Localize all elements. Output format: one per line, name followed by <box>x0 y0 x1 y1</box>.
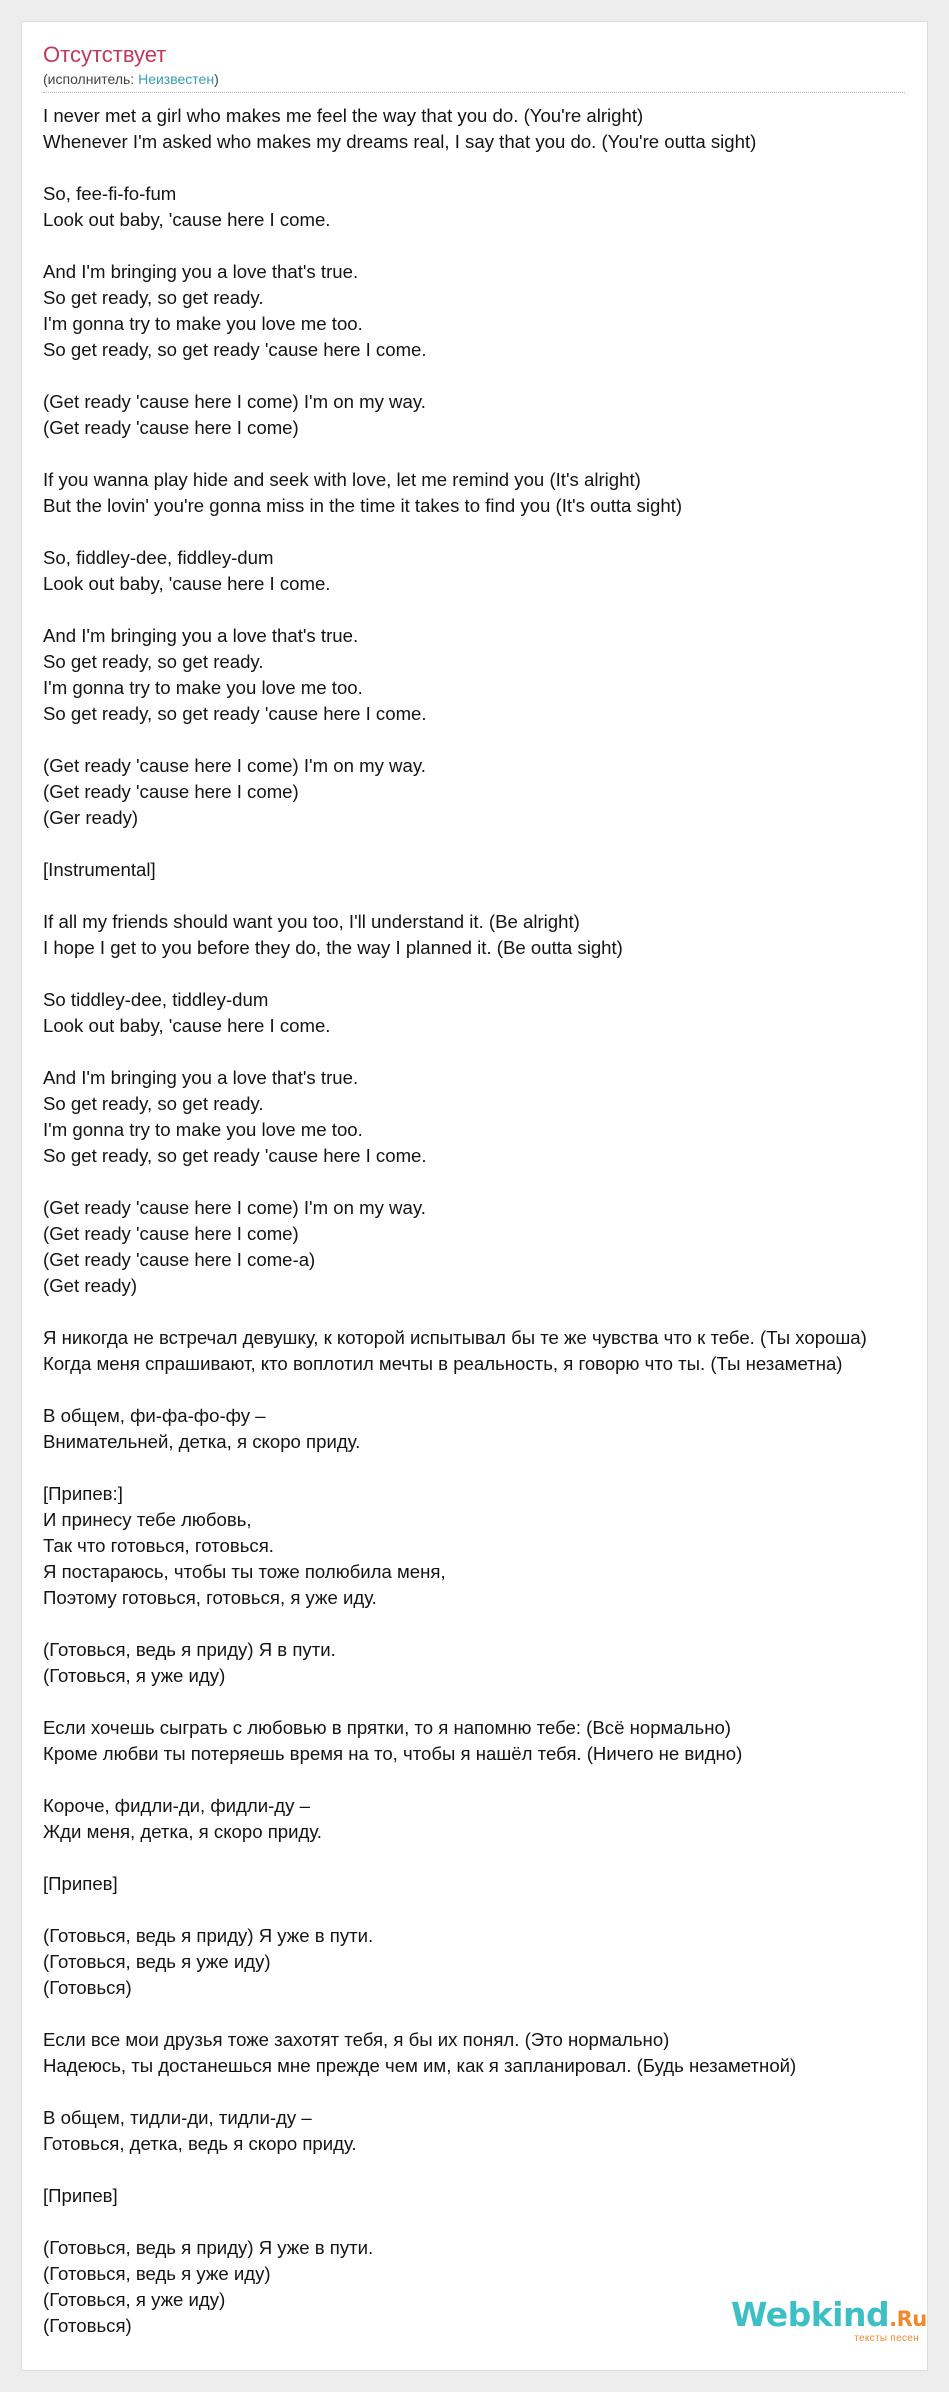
lyric-line: Надеюсь, ты достанешься мне прежде чем им, как я запланировал. (Будь незаметной) <box>43 2055 797 2076</box>
lyric-blank-line <box>43 1689 923 1715</box>
logo-main-text: Webkind <box>731 2295 890 2334</box>
lyric-line: So tiddley-dee, tiddley-dum <box>43 989 269 1010</box>
lyric-blank-line <box>43 597 923 623</box>
lyric-blank-line <box>43 727 923 753</box>
lyric-line: And I'm bringing you a love that's true. <box>43 261 359 282</box>
lyric-line: Кроме любви ты потеряешь время на то, чтобы я нашёл тебя. (Ничего не видно) <box>43 1743 743 1764</box>
lyric-line: (Get ready 'cause here I come-a) <box>43 1249 316 1270</box>
lyric-line: If all my friends should want you too, I'll understand it. (Be alright) <box>43 911 580 932</box>
lyric-line: Готовься, детка, ведь я скоро приду. <box>43 2133 357 2154</box>
lyric-blank-line <box>43 831 923 857</box>
lyric-line: [Припев:] <box>43 1483 123 1504</box>
lyric-line: Если все мои друзья тоже захотят тебя, я бы их понял. (Это нормально) <box>43 2029 670 2050</box>
lyric-blank-line <box>43 1845 923 1871</box>
lyric-line: Я постараюсь, чтобы ты тоже полюбила меня, <box>43 1561 446 1582</box>
lyric-line: [Instrumental] <box>43 859 156 880</box>
lyric-line: So, fee-fi-fo-fum <box>43 183 177 204</box>
lyric-line: (Готовься, ведь я приду) Я в пути. <box>43 1639 336 1660</box>
lyric-blank-line <box>43 233 923 259</box>
webkind-logo[interactable] <box>731 2295 927 2351</box>
lyric-line: (Готовься, ведь я приду) Я уже в пути. <box>43 2237 374 2258</box>
lyric-line: В общем, фи-фа-фо-фу – <box>43 1405 266 1426</box>
lyric-line: [Припев] <box>43 2185 118 2206</box>
lyric-line: Поэтому готовься, готовься, я уже иду. <box>43 1587 377 1608</box>
lyric-blank-line <box>43 1455 923 1481</box>
lyric-line: But the lovin' you're gonna miss in the time it takes to find you (It's outta sight) <box>43 495 683 516</box>
lyric-line: В общем, тидли-ди, тидли-ду – <box>43 2107 312 2128</box>
lyric-blank-line <box>43 1611 923 1637</box>
lyric-line: So get ready, so get ready. <box>43 1093 264 1114</box>
lyric-line: (Get ready 'cause here I come) I'm on my way. <box>43 391 426 412</box>
lyric-line: So, fiddley-dee, fiddley-dum <box>43 547 274 568</box>
lyric-line: (Готовься, ведь я уже иду) <box>43 1951 271 1972</box>
logo-subtitle: тексты песен <box>854 2333 919 2344</box>
lyric-blank-line <box>43 441 923 467</box>
lyric-line: (Get ready 'cause here I come) I'm on my way. <box>43 755 426 776</box>
lyric-line: (Get ready) <box>43 1275 138 1296</box>
lyric-line: I'm gonna try to make you love me too. <box>43 313 363 334</box>
artist-line <box>43 71 219 87</box>
lyric-line: (Get ready 'cause here I come) <box>43 781 299 802</box>
lyric-line: Whenever I'm asked who makes my dreams real, I say that you do. (You're outta sight) <box>43 131 757 152</box>
lyric-blank-line <box>43 1039 923 1065</box>
lyric-line: So get ready, so get ready. <box>43 651 264 672</box>
lyric-line: Я никогда не встречал девушку, к которой испытывал бы те же чувства что к тебе. (Ты хороша) <box>43 1327 867 1348</box>
lyric-line: I'm gonna try to make you love me too. <box>43 1119 363 1140</box>
lyric-line: So get ready, so get ready 'cause here I come. <box>43 703 427 724</box>
lyric-line: (Get ready 'cause here I come) <box>43 417 299 438</box>
logo-tld-text: .Ru <box>889 2307 927 2331</box>
lyric-line: Так что готовься, готовься. <box>43 1535 274 1556</box>
lyric-line: So get ready, so get ready 'cause here I come. <box>43 1145 427 1166</box>
lyric-blank-line <box>43 519 923 545</box>
lyric-line: And I'm bringing you a love that's true. <box>43 1067 359 1088</box>
song-title: Отсутствует <box>43 42 167 67</box>
lyric-blank-line <box>43 155 923 181</box>
title-divider <box>43 92 905 93</box>
artist-suffix: ) <box>214 71 219 87</box>
lyric-line: (Готовься, ведь я уже иду) <box>43 2263 271 2284</box>
lyric-line: (Готовься, я уже иду) <box>43 1665 226 1686</box>
lyric-line: I never met a girl who makes me feel the way that you do. (You're alright) <box>43 105 644 126</box>
lyric-blank-line <box>43 1897 923 1923</box>
lyric-blank-line <box>43 2157 923 2183</box>
lyric-line: So get ready, so get ready. <box>43 287 264 308</box>
lyric-blank-line <box>43 363 923 389</box>
lyric-blank-line <box>43 1767 923 1793</box>
artist-prefix: (исполнитель: <box>43 71 139 87</box>
lyric-line: Look out baby, 'cause here I come. <box>43 1015 331 1036</box>
lyric-blank-line <box>43 1169 923 1195</box>
lyrics-body <box>43 103 923 2339</box>
lyric-line: (Готовься) <box>43 1977 132 1998</box>
lyric-line: (Готовься, я уже иду) <box>43 2289 226 2310</box>
lyric-blank-line <box>43 2001 923 2027</box>
lyric-line: (Готовься) <box>43 2315 132 2336</box>
lyric-line: (Get ready 'cause here I come) <box>43 1223 299 1244</box>
lyric-line: I hope I get to you before they do, the way I planned it. (Be outta sight) <box>43 937 623 958</box>
lyric-blank-line <box>43 2209 923 2235</box>
lyric-line: [Припев] <box>43 1873 118 1894</box>
lyric-line: Жди меня, детка, я скоро приду. <box>43 1821 322 1842</box>
lyric-line: Когда меня спрашивают, кто воплотил мечты в реальность, я говорю что ты. (Ты незаметна) <box>43 1353 843 1374</box>
lyric-blank-line <box>43 883 923 909</box>
artist-link[interactable]: Неизвестен <box>138 71 215 87</box>
lyrics-card <box>21 21 928 2371</box>
lyric-line: (Ger ready) <box>43 807 139 828</box>
lyric-line: Внимательней, детка, я скоро приду. <box>43 1431 361 1452</box>
lyric-line: So get ready, so get ready 'cause here I come. <box>43 339 427 360</box>
lyric-line: I'm gonna try to make you love me too. <box>43 677 363 698</box>
lyric-line: (Готовься, ведь я приду) Я уже в пути. <box>43 1925 374 1946</box>
lyric-line: Look out baby, 'cause here I come. <box>43 209 331 230</box>
lyric-line: Look out baby, 'cause here I come. <box>43 573 331 594</box>
lyric-blank-line <box>43 2079 923 2105</box>
lyric-line: (Get ready 'cause here I come) I'm on my way. <box>43 1197 426 1218</box>
lyric-blank-line <box>43 1377 923 1403</box>
lyric-line: If you wanna play hide and seek with love, let me remind you (It's alright) <box>43 469 641 490</box>
lyric-line: И принесу тебе любовь, <box>43 1509 252 1530</box>
lyric-blank-line <box>43 961 923 987</box>
lyric-line: Если хочешь сыграть с любовью в прятки, то я напомню тебе: (Всё нормально) <box>43 1717 731 1738</box>
lyric-blank-line <box>43 1299 923 1325</box>
lyric-line: Короче, фидли-ди, фидли-ду – <box>43 1795 310 1816</box>
lyric-line: And I'm bringing you a love that's true. <box>43 625 359 646</box>
